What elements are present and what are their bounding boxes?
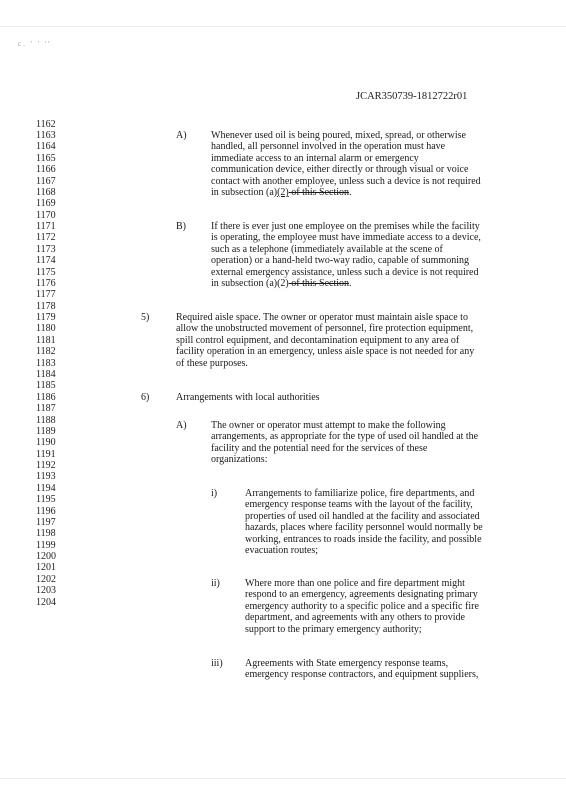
line-number: 1191 [36,448,56,460]
para-label-A2: A) [176,420,187,431]
line-number: 1169 [36,198,56,210]
line-number: 1166 [36,164,56,176]
para-A-line-4: communication device, either directly or through visual or voice [211,164,469,176]
para-B-line-5: external emergency assistance, unless such a device is not required [211,266,479,278]
line-number: 1170 [36,209,56,221]
para-5-line-4: facility operation in an emergency, unless aisle space is not needed for any [176,346,475,358]
line-number: 1165 [36,152,56,164]
para-B-deleted-text: of this Section [288,278,350,289]
line-number: 1195 [36,494,56,506]
para-label-i: i) [211,488,218,499]
para-5-line-3: spill control equipment, and decontamination equipment to any area of [176,334,460,346]
line-number: 1177 [36,289,56,301]
para-i-line-5: working, entrances to roads inside the facility, and possible [245,533,482,545]
line-number: 1187 [36,403,56,415]
para-label-iii: iii) [211,658,223,669]
line-number: 1176 [36,277,56,289]
para-ii-line-2: respond to an emergency, agreements designating primary [245,589,478,601]
para-A-line-6 [211,187,352,198]
para-i-line-6: evacuation routes; [245,545,319,556]
para-B-line-6 [211,278,352,289]
para-iii-line-2: emergency response contractors, and equipment suppliers, [245,669,479,681]
para-i-line-3: properties of used oil handled at the facility and associated [245,510,480,522]
para-A-line-1: Whenever used oil is being poured, mixed, spread, or otherwise [211,130,466,141]
line-number: 1193 [36,471,56,483]
line-number: 1168 [36,186,56,198]
line-number: 1200 [36,551,56,562]
para-A2-line-1: The owner or operator must attempt to make the following [211,420,446,431]
line-number: 1196 [36,505,56,517]
line-number: 1178 [36,300,56,312]
para-A-deleted-text: of this Section [288,187,350,198]
line-number: 1171 [36,221,56,232]
para-A2-line-2: arrangements, as appropriate for the type of used oil handled at the [211,431,479,443]
line-number: 1192 [36,460,56,471]
line-number: 1175 [36,266,56,278]
para-A-inserted-text: (2) [277,187,289,198]
para-B-line-4: operation) or a hand-held two-way radio, capable of summoning [211,255,469,267]
line-number: 1180 [36,323,56,335]
para-A2-line-3: facility and the potential need for the services of these [211,442,428,454]
para-i-line-1: Arrangements to familiarize police, fire departments, and [245,488,475,499]
para-B-line-6-prefix: in subsection (a)(2) [211,278,289,289]
line-number: 1164 [36,141,56,153]
para-A-line-2: handled, all personnel involved in the operation must have [211,141,446,153]
line-number: 1198 [36,528,56,540]
line-number: 1189 [36,425,56,437]
para-B-line-6-end: . [349,278,352,289]
line-number: 1184 [36,369,56,380]
para-A-line-5: contact with another employee, unless such a device is not required [211,175,481,187]
line-number: 1182 [36,346,56,358]
para-label-A: A) [176,130,187,141]
line-number: 1172 [36,232,56,244]
para-i-line-4: hazards, places where facility personnel would normally be [245,522,483,534]
para-B-line-2: is operating, the employee must have immediate access to a device, [211,232,481,244]
line-number: 1167 [36,175,56,187]
para-i-line-2: emergency response teams with the layout of the facility, [245,499,473,511]
line-number: 1179 [36,312,56,324]
line-number: 1186 [36,391,56,403]
para-A2-line-4: organizations: [211,454,268,466]
line-number: 1204 [36,596,56,608]
line-number: 1174 [36,255,56,267]
line-number: 1194 [36,482,56,494]
corner-mark: c. ' ' '' [18,40,52,48]
para-ii-line-5: support to the primary emergency authority; [245,623,422,635]
para-ii-line-4: department, and agreements with any others to provide [245,612,465,624]
line-number: 1181 [36,334,56,346]
line-number: 1190 [36,437,56,449]
para-5-line-5: of these purposes. [176,357,248,369]
line-number: 1203 [36,585,56,597]
line-number: 1199 [36,539,56,551]
line-number: 1162 [36,118,56,130]
para-A-line-6-prefix: in subsection (a) [211,187,278,198]
para-label-ii: ii) [211,578,220,589]
para-ii-line-3: emergency authority to a specific police and a specific fire [245,600,479,612]
para-label-5: 5) [141,312,150,323]
line-number: 1163 [36,130,56,141]
line-number: 1183 [36,357,56,369]
line-number: 1202 [36,573,56,585]
para-5-line-2: allow the unobstructed movement of personnel, fire protection equipment, [176,323,474,335]
para-ii-line-1: Where more than one police and fire department might [245,578,465,589]
scan-bottom-edge [0,778,566,779]
scan-top-edge [0,26,566,27]
line-number: 1173 [36,243,56,255]
line-number: 1201 [36,562,56,574]
para-label-6: 6) [141,392,150,403]
para-A-line-6-end: . [349,187,352,198]
para-5-line-1: Required aisle space. The owner or operator must maintain aisle space to [176,312,468,323]
para-A-line-3: immediate access to an internal alarm or emergency [211,152,419,164]
para-6-heading: Arrangements with local authorities [176,392,320,403]
para-B-line-3: such as a telephone (immediately available at the scene of [211,243,443,255]
line-number: 1185 [36,380,56,392]
line-number: 1188 [36,414,56,426]
para-iii-line-1: Agreements with State emergency response teams, [245,658,449,669]
line-number: 1197 [36,516,56,528]
para-B-line-1: If there is ever just one employee on the premises while the facility [211,221,480,232]
document-id: JCAR350739-1812722r01 [356,91,468,102]
para-label-B: B) [176,221,186,232]
